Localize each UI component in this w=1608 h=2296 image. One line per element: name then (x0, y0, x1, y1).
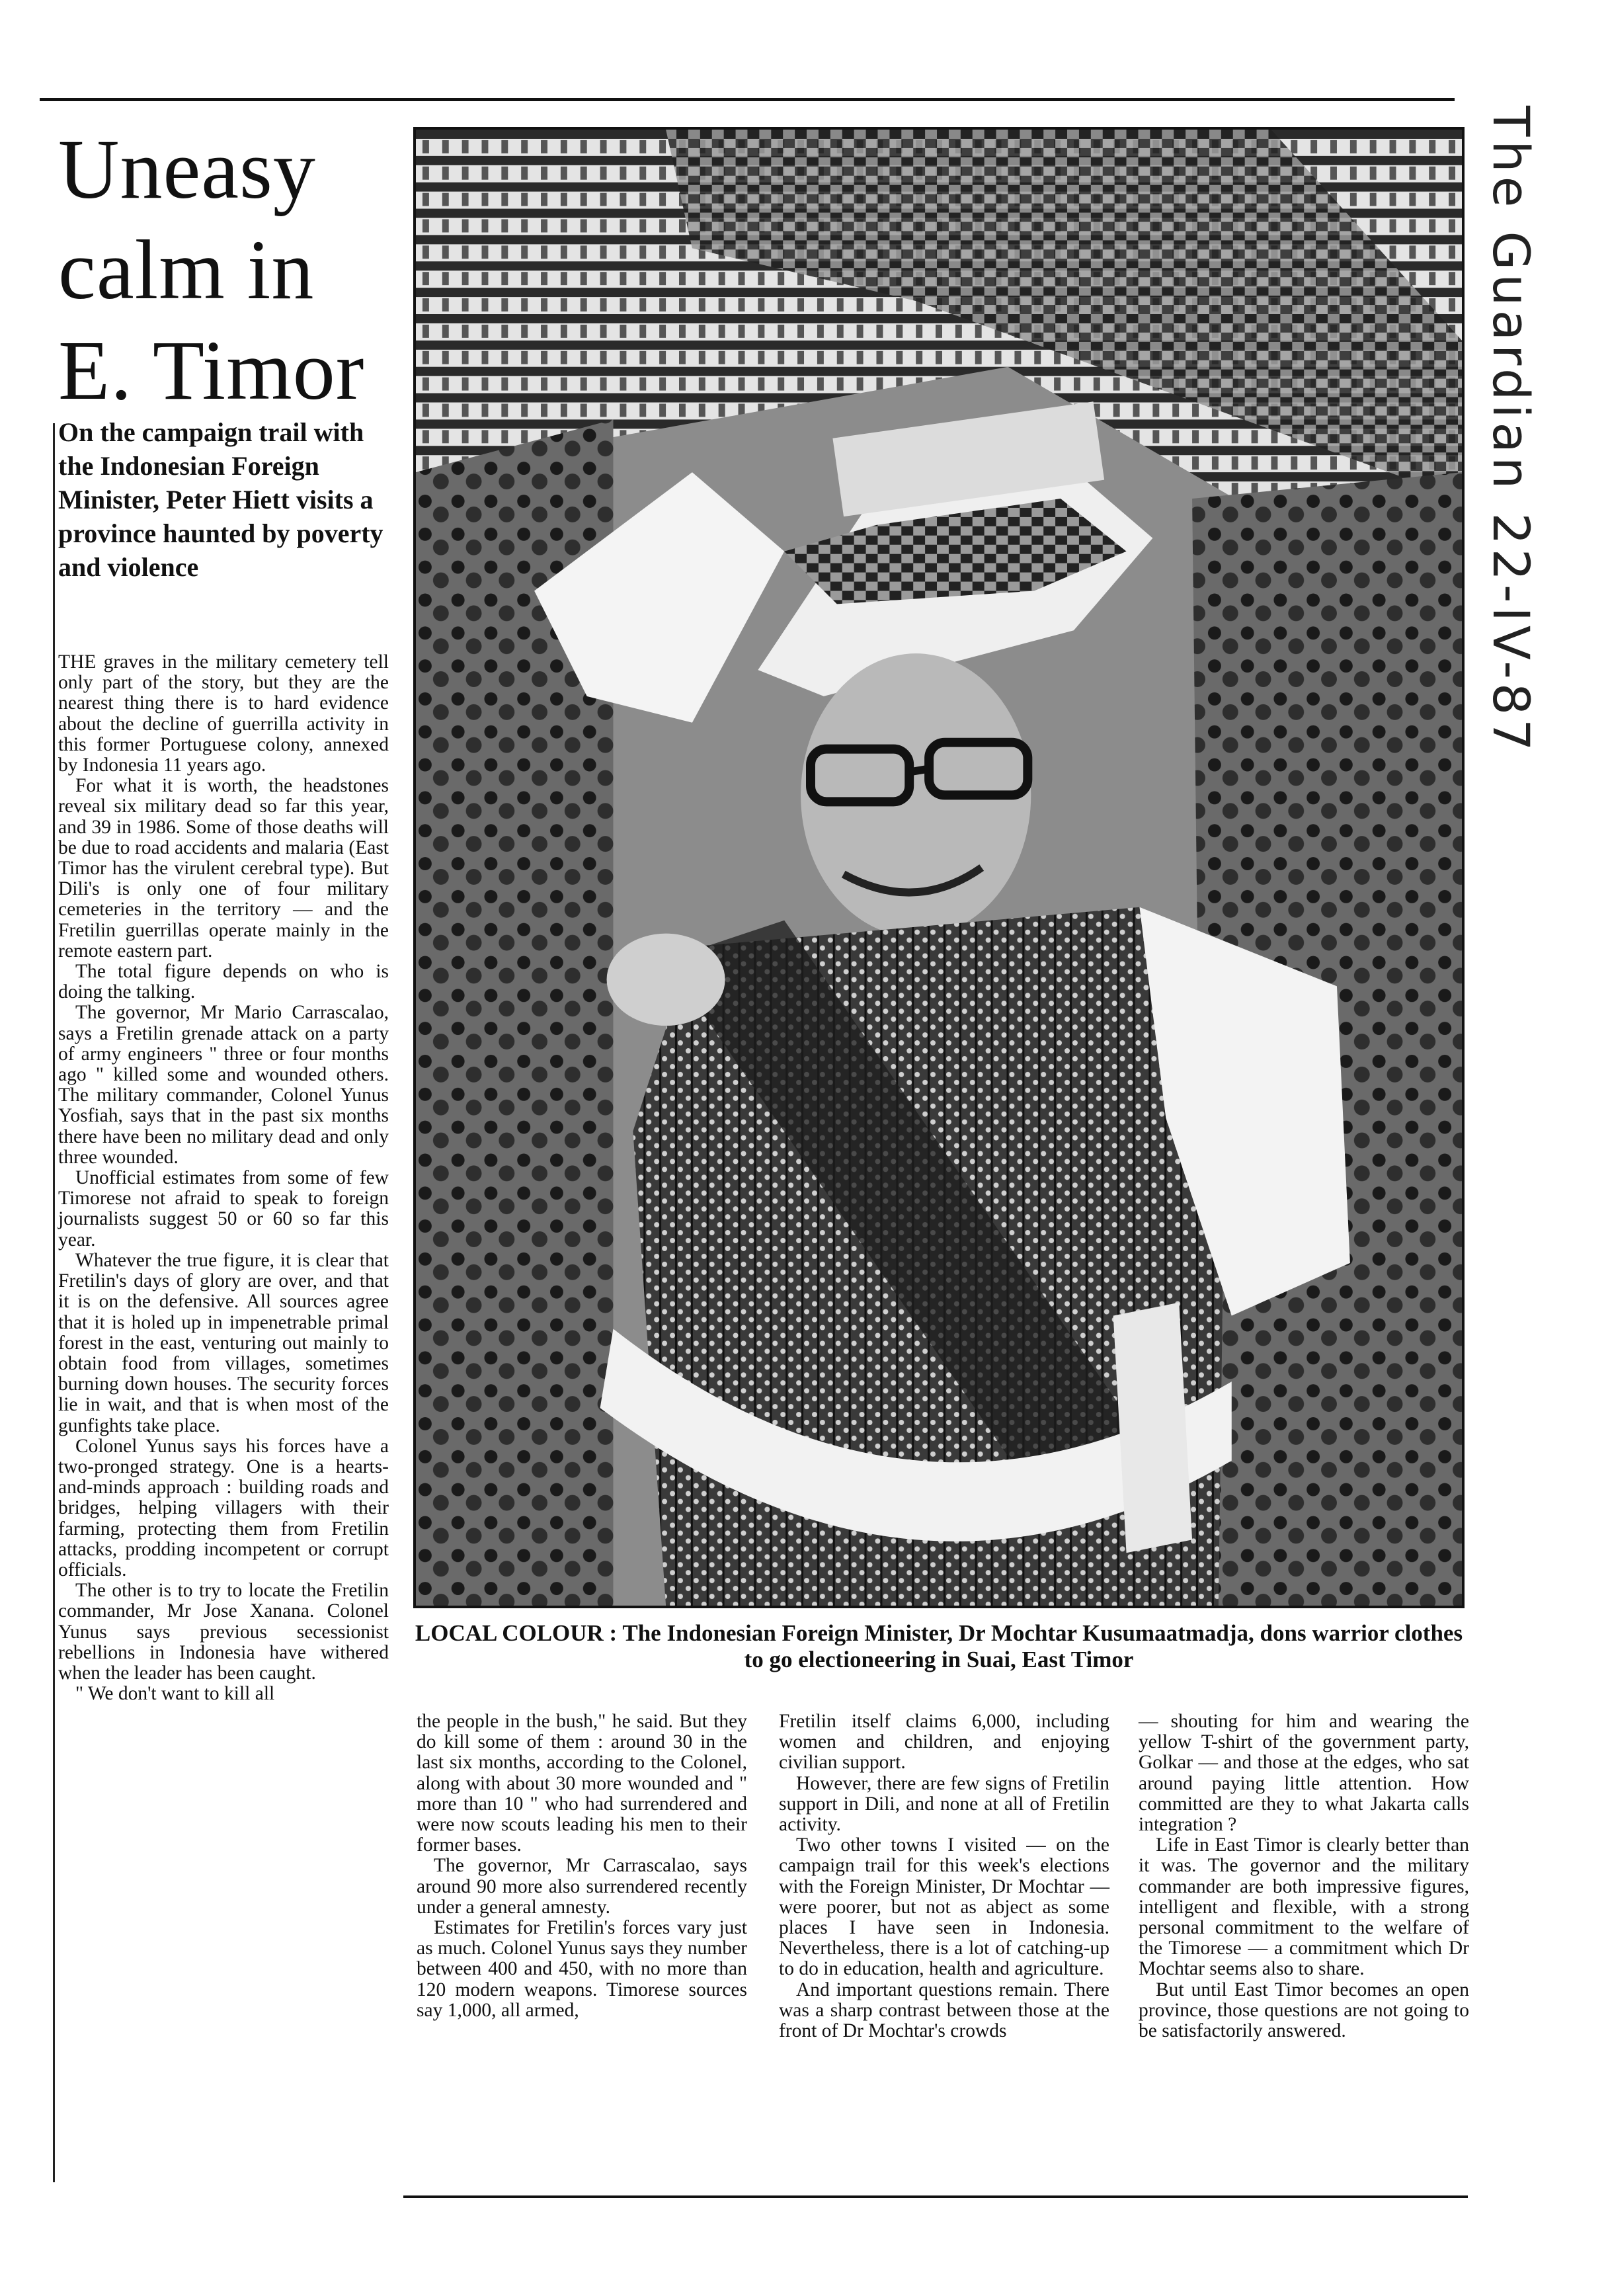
paragraph: the people in the bush," he said. But they do kill some of them : around 30 in the last six months, according to the Colonel, along with about 30 more wounded and " more than 10 " who had surrendered and were now scouts leading his men to their former bases. (417, 1711, 747, 1856)
paragraph: Unofficial estimates from some of few Timorese not afraid to speak to foreign journalists suggest 50 or 60 so far this year. (58, 1167, 389, 1250)
caption-heading: LOCAL COLOUR : (415, 1620, 618, 1646)
paragraph: Estimates for Fretilin's forces vary just as much. Colonel Yunus says they number between 400 and 450, with no more than 120 modern weapons. Timorese sources say 1,000, all armed, (417, 1917, 747, 2021)
photo-illustration (416, 130, 1462, 1606)
handwritten-note-text: The Guardian 22-IV-87 (1482, 106, 1541, 755)
headline-line-3: E. Timor (58, 323, 365, 417)
paragraph: The governor, Mr Mario Carrascalao, says a Fretilin grenade attack on a party of army engineers " three or four months ago " killed some and wounded others. The military commander, Colonel Yunus Yosfiah, says that in the past six months there have been no military dead and only three wounded. (58, 1002, 389, 1168)
headline (58, 119, 402, 421)
headline-line-2: calm in (58, 223, 315, 317)
caption-text: The Indonesian Foreign Minister, Dr Mochtar Kusumaatmadja, dons warrior clothes to go electioneering in Suai, East Timor (622, 1620, 1463, 1672)
article-column-2 (417, 1711, 747, 2021)
paragraph: Colonel Yunus says his forces have a two-pronged strategy. One is a hearts-and-minds approach : building roads and bridges, helping villagers with their farming, protecting them from Fretilin attacks, prodding incompetent or corrupt officials. (58, 1435, 389, 1580)
headline-line-1: Uneasy (58, 122, 316, 216)
left-column-rule (53, 423, 55, 2182)
photo-foreign-minister (413, 127, 1465, 1608)
paragraph: Life in East Timor is clearly better than it was. The governor and the military commander are both impressive figures, intelligent and flexible, with a strong personal commitment to the welfare of the Timorese — a commitment which Dr Mochtar seems also to share. (1139, 1834, 1469, 1980)
paragraph: The governor, Mr Carrascalao, says around 90 more also surrendered recently under a general amnesty. (417, 1855, 747, 1918)
paragraph: " We don't want to kill all (75, 1683, 275, 1705)
article-column-3 (779, 1711, 1109, 2041)
standfirst: On the campaign trail with the Indonesian Foreign Minister, Peter Hiett visits a province haunted by poverty and violence (58, 417, 383, 582)
paragraph: THE graves in the military cemetery tell only part of the story, but they are the nearest thing there is to hard evidence about the decline of guerrilla activity in this former Portuguese colony, annexed by Indonesia 11 years ago. (58, 651, 389, 776)
photo-caption (413, 1620, 1465, 1673)
paragraph: The total figure depends on who is doing the talking. (58, 961, 389, 1003)
paragraph: But until East Timor becomes an open province, those questions are not going to be satisfactorily answered. (1139, 1979, 1469, 2042)
handwritten-source-note (1455, 79, 1554, 754)
paragraph: Whatever the true figure, it is clear that Fretilin's days of glory are over, and that it is on the defensive. All sources agree that it is holed up in impenetrable primal forest in the east, venturing out mainly to obtain food from villages, sometimes burning down houses. The security forces lie in wait, and that is when most of the gunfights take place. (58, 1249, 389, 1436)
bottom-rule (403, 2195, 1468, 2198)
paragraph: Two other towns I visited — on the campaign trail for this week's elections with the Foreign Minister, Dr Mochtar — were poorer, but not as abject as some places I have seen in Indonesia. Nevertheless, there is a lot of catching-up to do in education, health and agriculture. (779, 1834, 1109, 1980)
article-column-1 (58, 652, 389, 1704)
paragraph: And important questions remain. There was a sharp contrast between those at the front of Dr Mochtar's crowds (779, 1979, 1109, 2042)
article-column-4 (1139, 1711, 1469, 2041)
paragraph: — shouting for him and wearing the yellow T-shirt of the government party, Golkar — and those at the edges, who sat around paying little attention. How committed are they to what Jakarta calls integration ? (1139, 1711, 1469, 1836)
top-rule (40, 98, 1455, 101)
paragraph: However, there are few signs of Fretilin support in Dili, and none at all of Fretilin activity. (779, 1772, 1109, 1836)
paragraph: Fretilin itself claims 6,000, including women and children, and enjoying civilian support. (779, 1711, 1109, 1774)
paragraph: The other is to try to locate the Fretilin commander, Mr Jose Xanana. Colonel Yunus says previous secessionist rebellions in Indonesia have withered when the leader has been caught. (58, 1580, 389, 1684)
paragraph: For what it is worth, the headstones reveal six military dead so far this year, and 39 in 1986. Some of those deaths will be due to road accidents and malaria (East Timor has the virulent cerebral type). But Dili's is only one of four military cemeteries in the territory — and the Fretilin guerrillas operate mainly in the remote eastern part. (58, 775, 389, 962)
